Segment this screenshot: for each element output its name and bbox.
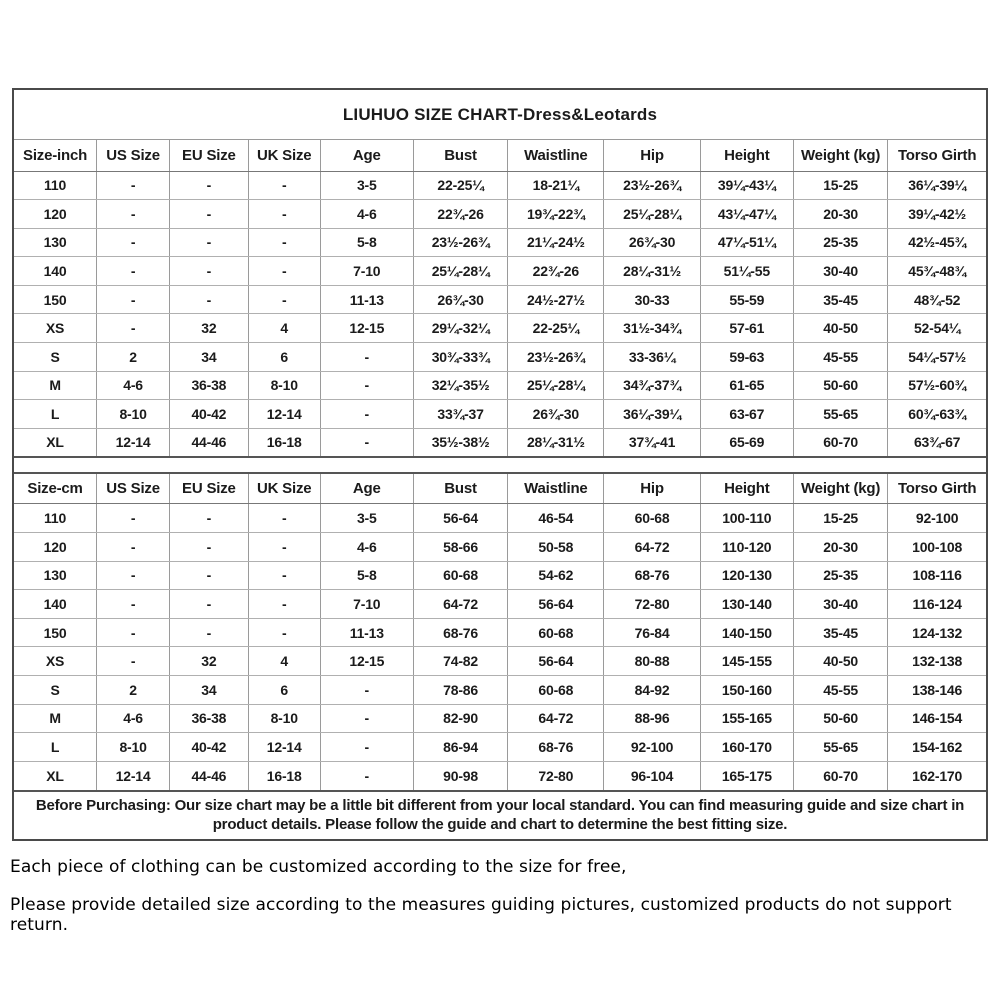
table-cell: 11-13 bbox=[320, 285, 413, 314]
table-cell: 26¾-30 bbox=[604, 228, 700, 257]
table-cell: 36¼-39¼ bbox=[604, 400, 700, 429]
table-cell: 42½-45¾ bbox=[888, 228, 986, 257]
table-cell: 4-6 bbox=[97, 371, 170, 400]
table-cell: 28¼-31½ bbox=[508, 428, 604, 457]
table-cell: 32¼-35½ bbox=[413, 371, 507, 400]
header-row bbox=[14, 473, 986, 504]
table-cell: 90-98 bbox=[413, 761, 507, 790]
table-cell: 47¼-51¼ bbox=[700, 228, 793, 257]
table-cell: 60-68 bbox=[604, 504, 700, 533]
table-cell: - bbox=[320, 371, 413, 400]
table-cell: 57½-60¾ bbox=[888, 371, 986, 400]
table-cell: 120 bbox=[14, 533, 97, 562]
table-cell: 3-5 bbox=[320, 504, 413, 533]
table-cell: 64-72 bbox=[413, 590, 507, 619]
table-cell: 4 bbox=[248, 314, 320, 343]
table-cell: 145-155 bbox=[700, 647, 793, 676]
table-cell: - bbox=[97, 504, 170, 533]
table-cell: 60-70 bbox=[793, 761, 887, 790]
size-chart-frame bbox=[12, 88, 988, 841]
table-cell: - bbox=[248, 561, 320, 590]
table-cell: 68-76 bbox=[604, 561, 700, 590]
column-header: Age bbox=[320, 473, 413, 504]
table-cell: 12-14 bbox=[248, 733, 320, 762]
table-cell: 40-50 bbox=[793, 647, 887, 676]
column-header: EU Size bbox=[170, 473, 249, 504]
table-cell: 4-6 bbox=[320, 533, 413, 562]
table-cell: 22-25¼ bbox=[508, 314, 604, 343]
table-cell: 116-124 bbox=[888, 590, 986, 619]
table-cell: - bbox=[170, 257, 249, 286]
table-cell: 140 bbox=[14, 257, 97, 286]
table-cell: L bbox=[14, 733, 97, 762]
column-header: Size-cm bbox=[14, 473, 97, 504]
column-header: Waistline bbox=[508, 473, 604, 504]
column-header: Age bbox=[320, 140, 413, 171]
table-cell: 86-94 bbox=[413, 733, 507, 762]
table-cell: 18-21¼ bbox=[508, 171, 604, 200]
table-cell: 23½-26¾ bbox=[508, 343, 604, 372]
table-row bbox=[14, 676, 986, 705]
table-cell: 45-55 bbox=[793, 676, 887, 705]
table-cell: S bbox=[14, 676, 97, 705]
table-cell: - bbox=[97, 647, 170, 676]
header-row bbox=[14, 140, 986, 171]
table-cell: 63-67 bbox=[700, 400, 793, 429]
table-cell: - bbox=[248, 618, 320, 647]
table-cell: 25¼-28¼ bbox=[604, 200, 700, 229]
customization-note-line-1: Each piece of clothing can be customized according to the size for free, bbox=[10, 857, 627, 877]
column-header: UK Size bbox=[248, 140, 320, 171]
table-row bbox=[14, 171, 986, 200]
column-header: EU Size bbox=[170, 140, 249, 171]
table-cell: 63¾-67 bbox=[888, 428, 986, 457]
table-cell: - bbox=[170, 590, 249, 619]
table-cell: 51¼-55 bbox=[700, 257, 793, 286]
table-cell: XL bbox=[46, 434, 64, 451]
table-cell: - bbox=[320, 428, 413, 457]
table-cell: - bbox=[97, 314, 170, 343]
table-cell: 100-108 bbox=[888, 533, 986, 562]
table-cell: 30-33 bbox=[604, 285, 700, 314]
table-cell: 33-36¼ bbox=[604, 343, 700, 372]
table-cell: 108-116 bbox=[888, 561, 986, 590]
table-cell: 2 bbox=[97, 343, 170, 372]
table-cell: 12-15 bbox=[320, 314, 413, 343]
table-cell: 36¼-39¼ bbox=[888, 171, 986, 200]
table-cell: 50-58 bbox=[508, 533, 604, 562]
table-cell: 23½-26¾ bbox=[413, 228, 507, 257]
table-cell: 40-42 bbox=[170, 400, 249, 429]
table-cell: 15-25 bbox=[793, 504, 887, 533]
table-cell: 150-160 bbox=[700, 676, 793, 705]
table-row bbox=[14, 761, 986, 790]
table-cell: 82-90 bbox=[413, 704, 507, 733]
table-cell: 56-64 bbox=[508, 647, 604, 676]
table-cell: 34¾-37¾ bbox=[604, 371, 700, 400]
table-cell: 72-80 bbox=[508, 761, 604, 790]
table-cell: 110 bbox=[14, 504, 97, 533]
table-cell: 5-8 bbox=[320, 228, 413, 257]
table-cell: 52-54¼ bbox=[888, 314, 986, 343]
table-cell: 50-60 bbox=[793, 371, 887, 400]
table-cell: 7-10 bbox=[320, 590, 413, 619]
column-header: Height bbox=[700, 473, 793, 504]
table-cell: - bbox=[97, 285, 170, 314]
table-cell: 5-8 bbox=[320, 561, 413, 590]
table-cell: 68-76 bbox=[413, 618, 507, 647]
table-cell: 84-92 bbox=[604, 676, 700, 705]
table-cell: 20-30 bbox=[793, 533, 887, 562]
table-cell: 61-65 bbox=[700, 371, 793, 400]
table-cell: 8-10 bbox=[248, 371, 320, 400]
table-cell: 78-86 bbox=[413, 676, 507, 705]
table-cell: 30-40 bbox=[793, 590, 887, 619]
table-cell: 21¼-24½ bbox=[508, 228, 604, 257]
purchase-note: Before Purchasing: Our size chart may be a little bit different from your local standard. You can find measuring guide and size chart in product details. Please follow the guide and chart to determine the best fitting size. bbox=[14, 790, 986, 839]
table-cell: - bbox=[170, 561, 249, 590]
table-cell: 6 bbox=[248, 343, 320, 372]
column-header: Hip bbox=[604, 473, 700, 504]
table-row bbox=[14, 428, 986, 457]
table-cell: 154-162 bbox=[888, 733, 986, 762]
table-cell: 4-6 bbox=[320, 200, 413, 229]
table-cell: 92-100 bbox=[604, 733, 700, 762]
table-cell: - bbox=[248, 200, 320, 229]
table-cell: 146-154 bbox=[888, 704, 986, 733]
table-cell: 37¾-41 bbox=[604, 428, 700, 457]
table-cell: 132-138 bbox=[888, 647, 986, 676]
table-cell: 15-25 bbox=[793, 171, 887, 200]
table-cell: - bbox=[97, 171, 170, 200]
table-row bbox=[14, 647, 986, 676]
table-cell: 65-69 bbox=[700, 428, 793, 457]
table-cell: M bbox=[14, 704, 97, 733]
column-header: Waistline bbox=[508, 140, 604, 171]
table-cell: 35-45 bbox=[793, 618, 887, 647]
table-cell: 29¼-32¼ bbox=[413, 314, 507, 343]
size-table-cm bbox=[14, 472, 986, 790]
table-cell: 30-40 bbox=[793, 257, 887, 286]
table-cell: 55-65 bbox=[793, 733, 887, 762]
table-cell: - bbox=[320, 676, 413, 705]
table-cell: 25¼-28¼ bbox=[413, 257, 507, 286]
table-cell: M bbox=[14, 371, 97, 400]
table-cell: 140-150 bbox=[700, 618, 793, 647]
table-row bbox=[14, 561, 986, 590]
table-cell: 140 bbox=[14, 590, 97, 619]
table-cell: 22¾-26 bbox=[508, 257, 604, 286]
table-cell: 59-63 bbox=[700, 343, 793, 372]
table-cell: 34 bbox=[170, 343, 249, 372]
table-cell: 45¾-48¾ bbox=[888, 257, 986, 286]
table-cell: 35-45 bbox=[793, 285, 887, 314]
table-cell: 11-13 bbox=[320, 618, 413, 647]
table-cell: 25-35 bbox=[793, 561, 887, 590]
table-cell: 45-55 bbox=[793, 343, 887, 372]
table-cell: 96-104 bbox=[604, 761, 700, 790]
table-cell: 25-35 bbox=[793, 228, 887, 257]
table-cell: 33¾-37 bbox=[413, 400, 507, 429]
table-cell: 32 bbox=[170, 647, 249, 676]
column-header: UK Size bbox=[248, 473, 320, 504]
table-cell: 64-72 bbox=[508, 704, 604, 733]
table-cell: 60-70 bbox=[793, 428, 887, 457]
table-cell: 64-72 bbox=[604, 533, 700, 562]
column-header: Bust bbox=[413, 473, 507, 504]
table-cell: 110-120 bbox=[700, 533, 793, 562]
table-row bbox=[14, 371, 986, 400]
table-cell: 68-76 bbox=[508, 733, 604, 762]
table-cell: - bbox=[320, 704, 413, 733]
table-cell: 60-68 bbox=[508, 676, 604, 705]
table-cell: - bbox=[170, 533, 249, 562]
table-cell: 8-10 bbox=[248, 704, 320, 733]
table-cell: 162-170 bbox=[888, 761, 986, 790]
table-cell: - bbox=[97, 561, 170, 590]
table-row bbox=[14, 314, 986, 343]
table-cell: - bbox=[248, 285, 320, 314]
table-cell: 22¾-26 bbox=[413, 200, 507, 229]
table-gap bbox=[14, 458, 986, 472]
column-header: US Size bbox=[97, 140, 170, 171]
table-cell: 110 bbox=[14, 171, 97, 200]
table-cell: 8-10 bbox=[97, 733, 170, 762]
table-cell: 20-30 bbox=[793, 200, 887, 229]
column-header: US Size bbox=[97, 473, 170, 504]
table-cell: - bbox=[248, 590, 320, 619]
chart-title: LIUHUO SIZE CHART-Dress&Leotards bbox=[14, 90, 986, 140]
table-row bbox=[14, 400, 986, 429]
table-cell: 39¼-43¼ bbox=[700, 171, 793, 200]
table-cell: - bbox=[320, 400, 413, 429]
table-cell: - bbox=[170, 504, 249, 533]
table-cell: 54-62 bbox=[508, 561, 604, 590]
column-header: Torso Girth bbox=[888, 473, 986, 504]
table-cell: - bbox=[97, 618, 170, 647]
table-cell: - bbox=[97, 533, 170, 562]
table-cell: 2 bbox=[97, 676, 170, 705]
table-cell: 40-42 bbox=[170, 733, 249, 762]
table-cell: 39¼-42½ bbox=[888, 200, 986, 229]
table-cell: 55-65 bbox=[793, 400, 887, 429]
table-row bbox=[14, 343, 986, 372]
table-cell: 7-10 bbox=[320, 257, 413, 286]
table-cell: 54¼-57½ bbox=[888, 343, 986, 372]
table-row bbox=[14, 618, 986, 647]
column-header: Size-inch bbox=[14, 140, 97, 171]
table-cell: 138-146 bbox=[888, 676, 986, 705]
table-cell: 80-88 bbox=[604, 647, 700, 676]
table-cell: - bbox=[248, 504, 320, 533]
table-cell: 60-68 bbox=[508, 618, 604, 647]
table-cell: 100-110 bbox=[700, 504, 793, 533]
table-cell: 92-100 bbox=[888, 504, 986, 533]
table-cell: 22-25¼ bbox=[413, 171, 507, 200]
table-cell: 60-68 bbox=[413, 561, 507, 590]
table-cell: 124-132 bbox=[888, 618, 986, 647]
table-cell: - bbox=[97, 228, 170, 257]
table-cell: 40-50 bbox=[793, 314, 887, 343]
table-cell: 36-38 bbox=[170, 371, 249, 400]
table-row bbox=[14, 228, 986, 257]
table-cell: 12-14 bbox=[248, 400, 320, 429]
table-cell: L bbox=[14, 400, 97, 429]
table-row bbox=[14, 285, 986, 314]
table-cell: 4 bbox=[248, 647, 320, 676]
table-cell: - bbox=[248, 533, 320, 562]
table-cell: 31½-34¾ bbox=[604, 314, 700, 343]
table-cell: XS bbox=[14, 647, 97, 676]
column-header: Hip bbox=[604, 140, 700, 171]
table-cell: - bbox=[320, 733, 413, 762]
table-cell: 4-6 bbox=[97, 704, 170, 733]
table-cell: 12-14 bbox=[97, 428, 170, 457]
table-cell: 19¾-22¾ bbox=[508, 200, 604, 229]
table-row bbox=[14, 590, 986, 619]
table-row bbox=[14, 257, 986, 286]
table-cell: - bbox=[170, 228, 249, 257]
table-cell: 120-130 bbox=[700, 561, 793, 590]
table-cell: - bbox=[97, 200, 170, 229]
table-row bbox=[14, 704, 986, 733]
table-cell: S bbox=[14, 343, 97, 372]
column-header: Torso Girth bbox=[888, 140, 986, 171]
table-cell: 120 bbox=[14, 200, 97, 229]
table-row bbox=[14, 504, 986, 533]
table-cell: - bbox=[248, 171, 320, 200]
table-cell: 44-46 bbox=[170, 761, 249, 790]
table-cell: 24½-27½ bbox=[508, 285, 604, 314]
table-cell: 60¾-63¾ bbox=[888, 400, 986, 429]
table-cell: 55-59 bbox=[700, 285, 793, 314]
table-cell: 76-84 bbox=[604, 618, 700, 647]
table-cell: 150 bbox=[14, 285, 97, 314]
table-cell: 155-165 bbox=[700, 704, 793, 733]
size-table-inch bbox=[14, 140, 986, 458]
table-cell: - bbox=[170, 171, 249, 200]
table-cell: 35½-38½ bbox=[413, 428, 507, 457]
table-cell: - bbox=[97, 590, 170, 619]
table-cell: - bbox=[97, 257, 170, 286]
table-cell: 48¾-52 bbox=[888, 285, 986, 314]
table-cell: - bbox=[170, 618, 249, 647]
table-cell: 32 bbox=[170, 314, 249, 343]
column-header: Bust bbox=[413, 140, 507, 171]
table-cell: 57-61 bbox=[700, 314, 793, 343]
table-cell: 165-175 bbox=[700, 761, 793, 790]
table-cell: 130 bbox=[14, 561, 97, 590]
table-row bbox=[14, 533, 986, 562]
table-cell: 28¼-31½ bbox=[604, 257, 700, 286]
table-cell: 36-38 bbox=[170, 704, 249, 733]
table-cell: 23½-26¾ bbox=[604, 171, 700, 200]
table-cell: 16-18 bbox=[248, 428, 320, 457]
table-cell: 26¾-30 bbox=[413, 285, 507, 314]
table-cell: 56-64 bbox=[508, 590, 604, 619]
table-cell: 6 bbox=[248, 676, 320, 705]
table-cell: - bbox=[248, 228, 320, 257]
table-cell: 56-64 bbox=[413, 504, 507, 533]
table-cell: 16-18 bbox=[248, 761, 320, 790]
table-cell: 30¾-33¾ bbox=[413, 343, 507, 372]
table-cell: - bbox=[170, 200, 249, 229]
customization-note-line-2: Please provide detailed size according to the measures guiding pictures, customized products do not support return. bbox=[10, 895, 952, 935]
table-cell: - bbox=[170, 285, 249, 314]
column-header: Weight (kg) bbox=[793, 473, 887, 504]
table-cell: XS bbox=[14, 314, 97, 343]
table-cell: 150 bbox=[14, 618, 97, 647]
table-cell: 3-5 bbox=[320, 171, 413, 200]
table-row bbox=[14, 733, 986, 762]
table-cell: 46-54 bbox=[508, 504, 604, 533]
table-cell: 12-15 bbox=[320, 647, 413, 676]
table-cell: 74-82 bbox=[413, 647, 507, 676]
table-cell: 43¼-47¼ bbox=[700, 200, 793, 229]
table-cell: XL bbox=[46, 767, 64, 784]
table-cell: 34 bbox=[170, 676, 249, 705]
table-cell: - bbox=[248, 257, 320, 286]
table-cell: 26¾-30 bbox=[508, 400, 604, 429]
table-row bbox=[14, 200, 986, 229]
table-cell: 58-66 bbox=[413, 533, 507, 562]
table-cell: 50-60 bbox=[793, 704, 887, 733]
table-cell: - bbox=[320, 761, 413, 790]
table-cell: 130-140 bbox=[700, 590, 793, 619]
table-cell: - bbox=[320, 343, 413, 372]
table-cell: 12-14 bbox=[97, 761, 170, 790]
table-cell: 8-10 bbox=[97, 400, 170, 429]
table-cell: 130 bbox=[14, 228, 97, 257]
table-cell: 44-46 bbox=[170, 428, 249, 457]
column-header: Weight (kg) bbox=[793, 140, 887, 171]
table-cell: 160-170 bbox=[700, 733, 793, 762]
table-cell: 88-96 bbox=[604, 704, 700, 733]
column-header: Height bbox=[700, 140, 793, 171]
table-cell: 72-80 bbox=[604, 590, 700, 619]
table-cell: 25¼-28¼ bbox=[508, 371, 604, 400]
